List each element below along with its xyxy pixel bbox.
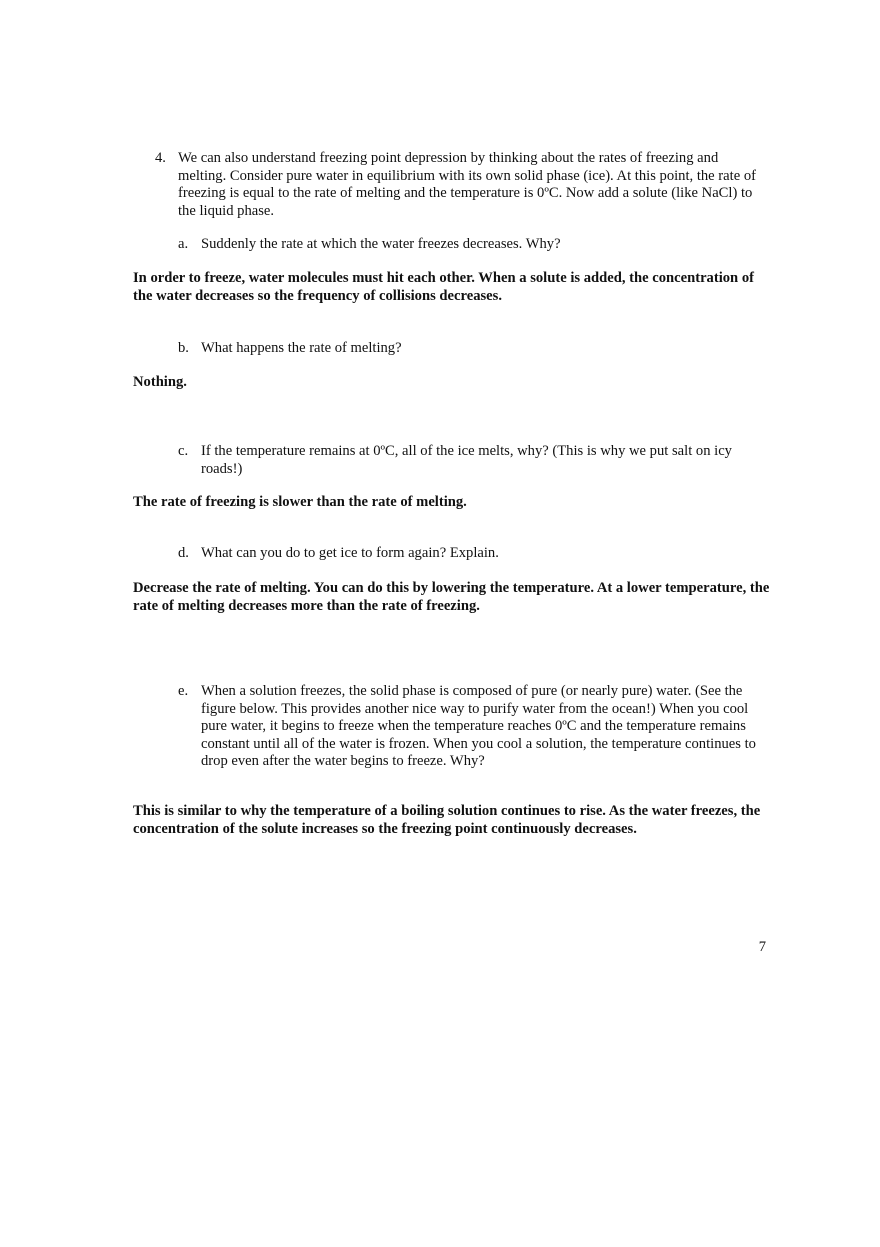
part-e-answer: This is similar to why the temperature of a boiling solution continues to rise. As the water freezes, the concentration of the solute increases so the freezing point continuously decreases. — [133, 803, 761, 837]
question-number: 4. — [155, 150, 166, 166]
part-e-question: When a solution freezes, the solid phase is composed of pure (or nearly pure) water. (See the figure below. This provides another nice way to purify water from the ocean!) When you cool pure water, it begins to freeze when the temperature reaches 0ºC and the temperature remains constant until all of the water is frozen. When you cool a solution, the temperature continues to drop even after the water begins to freeze. Why? — [201, 683, 756, 769]
part-d-answer: Decrease the rate of melting. You can do this by lowering the temperature. At a lower temperature, the rate of melting decreases more than the rate of freezing. — [133, 580, 770, 614]
part-c-question: If the temperature remains at 0ºC, all of the ice melts, why? (This is why we put salt on icy roads!) — [201, 443, 732, 477]
part-a-answer: In order to freeze, water molecules must hit each other. When a solute is added, the concentration of the water decreases so the frequency of collisions decreases. — [133, 270, 754, 304]
part-b-letter: b. — [178, 340, 189, 356]
question-text: We can also understand freezing point depression by thinking about the rates of freezing and melting. Consider pure water in equilibrium with its own solid phase (ice). At this point, the rate of freezing is equal to the rate of melting and the temperature is 0ºC. Now add a solute (like NaCl) to the liquid phase. — [178, 150, 756, 219]
page-number: 7 — [758, 939, 766, 955]
part-c-letter: c. — [178, 443, 189, 459]
part-a-letter: a. — [178, 236, 189, 252]
part-a-question: Suddenly the rate at which the water freezes decreases. Why? — [201, 236, 561, 252]
part-b-answer: Nothing. — [133, 374, 187, 390]
part-e-letter: e. — [178, 683, 189, 699]
part-b-question: What happens the rate of melting? — [201, 340, 402, 356]
part-c-answer: The rate of freezing is slower than the rate of melting. — [133, 494, 467, 510]
part-d-question: What can you do to get ice to form again? Explain. — [201, 545, 499, 561]
part-d-letter: d. — [178, 545, 189, 561]
